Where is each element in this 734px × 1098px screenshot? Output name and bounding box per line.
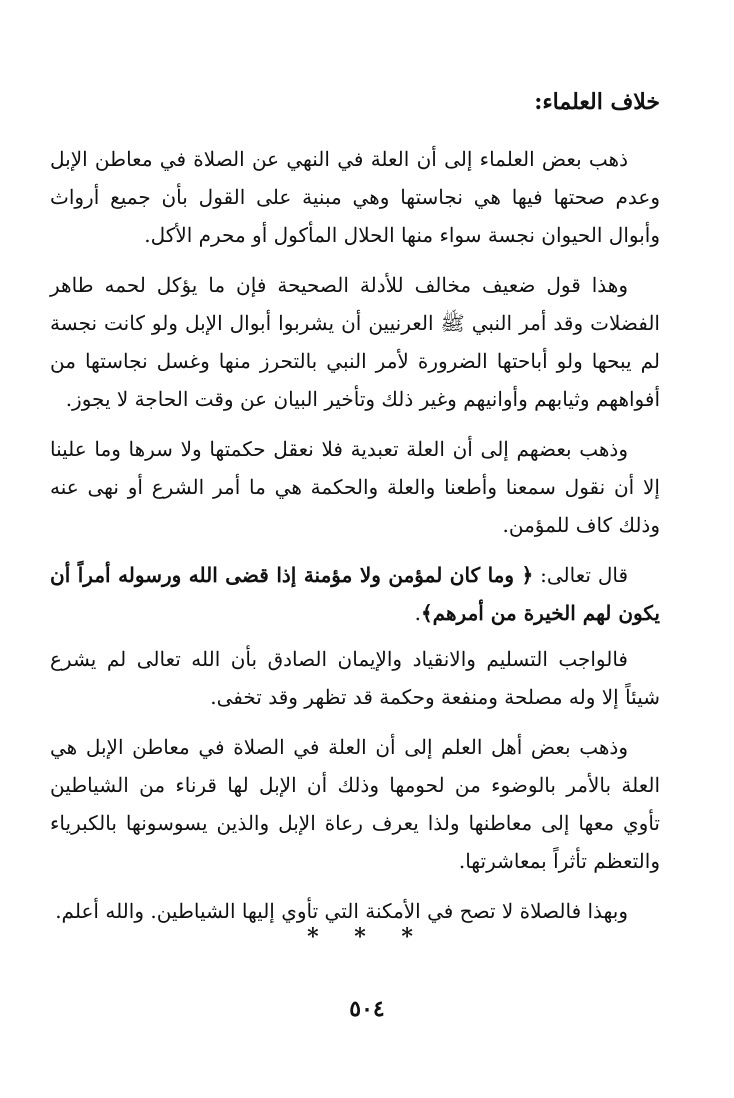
paragraph-1: ذهب بعض العلماء إلى أن العلة في النهي عن الصلاة في معاطن الإبل وعدم صحتها فيها هي نجاستها وهي مبنية على القول بأن جميع أرواث وأبوال الحيوان نجسة سواء منها الحلال المأكول أو محرم الأكل. (50, 147, 660, 247)
quote-end: . (414, 601, 421, 625)
document-page (50, 82, 660, 942)
paragraph-3: وذهب بعضهم إلى أن العلة تعبدية فلا نعقل حكمتها ولا سرها وما علينا إلا أن نقول سمعنا وأطعنا والعلة والحكمة هي ما أمر الشرع أو نهى عنه وذلك كاف للمؤمن. (50, 437, 660, 537)
paragraph-4 (50, 556, 660, 632)
paragraph-5: فالواجب التسليم والانقياد والإيمان الصادق بأن الله تعالى لم يشرع شيئاً إلا وله مصلحة ومنفعة وحكمة قد تظهر وقد تخفى. (50, 647, 660, 709)
section-heading: خلاف العلماء: (534, 89, 660, 115)
paragraph-7: وبهذا فالصلاة لا تصح في الأمكنة التي تأوي إليها الشياطين. والله أعلم. (55, 899, 628, 923)
quote-intro: قال تعالى: (533, 563, 629, 587)
quran-quote: ﴿ وما كان لمؤمن ولا مؤمنة إذا قضى الله ورسوله أمراً أن يكون لهم الخيرة من أمرهم﴾ (50, 563, 660, 625)
paragraph-6: وذهب بعض أهل العلم إلى أن العلة في الصلاة في معاطن الإبل هي العلة بالأمر بالوضوء من لحومها وذلك أن الإبل لها قرناء من الشياطين تأوي معها إلى معاطنها ولذا يعرف رعاة الإبل والذين يسوسونها بالكبرياء والتعظم تأثراً بمعاشرتها. (50, 735, 660, 873)
page-number: ٥٠٤ (349, 996, 385, 1022)
section-separator: * * * (307, 924, 427, 950)
paragraph-2: وهذا قول ضعيف مخالف للأدلة الصحيحة فإن ما يؤكل لحمه طاهر الفضلات وقد أمر النبي ﷺ العرنيين أن يشربوا أبوال الإبل ولو كانت نجسة لم يبحها ولو أباحتها الضرورة لأمر النبي بالتحرز منها وغسل نجاستها من أفواههم وثيابهم وأوانيهم وغير ذلك وتأخير البيان عن وقت الحاجة لا يجوز. (50, 273, 660, 411)
